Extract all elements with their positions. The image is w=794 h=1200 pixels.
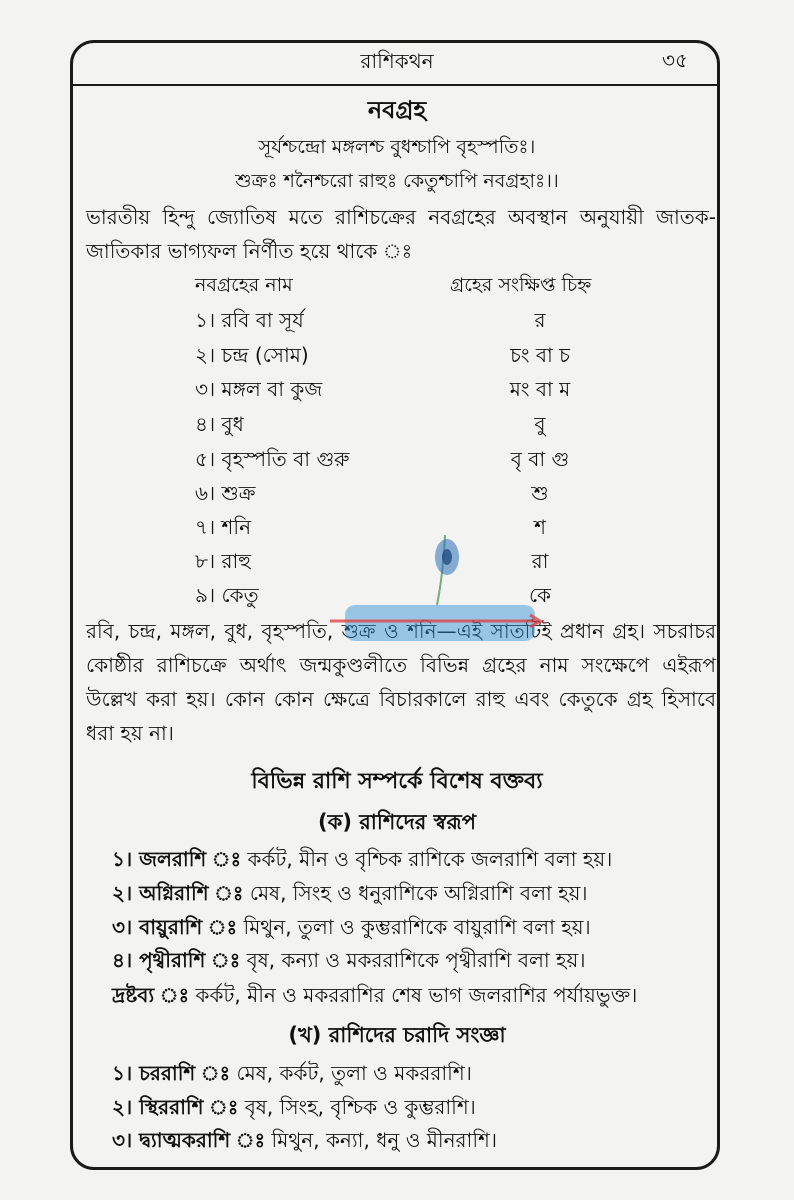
planet-name: ৪। বুধ: [195, 412, 244, 436]
planet-symbol: রা: [531, 549, 549, 573]
running-header: রাশিকথন: [360, 49, 434, 73]
item-text: মেষ, কর্কট, তুলা ও মকররাশি।: [230, 1061, 472, 1085]
item-text: মেষ, সিংহ ও ধনুরাশিকে অগ্নিরাশি বলা হয়।: [243, 881, 588, 905]
item-label: ২। স্থিররাশি ঃ: [112, 1095, 239, 1119]
note-line: [112, 981, 637, 1014]
header-divider: [72, 84, 718, 86]
column-header-symbol: গ্রহের সংক্ষিপ্ত চিহ্ন: [450, 274, 592, 296]
planet-symbol: মং বা ম: [509, 377, 571, 401]
verse-line-2: শুক্রঃ শনৈশ্চরো রাহুঃ কেতুশ্চাপি নবগ্রহাঃ।।: [235, 170, 559, 192]
list-item: [112, 1126, 497, 1159]
item-label: ১। জলরাশি ঃ: [112, 847, 242, 871]
peacock-feather-core: [442, 549, 452, 565]
item-text: মিথুন, কন্যা, ধনু ও মীনরাশি।: [265, 1128, 498, 1152]
intro-paragraph: ভারতীয় হিন্দু জ্যোতিষ মতে রাশিচক্রের নবগ্রহের অবস্থান অনুযায়ী জাতক-জাতিকার ভাগ্যফল নির্ণীত হয়ে থাকে ঃ: [86, 205, 716, 263]
section-title-rashi: বিভিন্ন রাশি সম্পর্কে বিশেষ বক্তব্য: [251, 769, 543, 794]
planet-name: ৮। রাহু: [195, 549, 252, 573]
planet-symbol: চং বা চ: [510, 343, 570, 367]
watermark-block-blue: [345, 605, 535, 641]
list-item: [112, 913, 591, 946]
planet-name: ৯। কেতু: [195, 583, 259, 607]
planet-symbol: র: [534, 308, 546, 332]
subsection-title-a: (ক) রাশিদের স্বরূপ: [318, 810, 476, 834]
list-item: [112, 879, 588, 912]
planet-name: ২। চন্দ্র (সোম): [195, 343, 309, 367]
list-item: [112, 845, 612, 878]
item-label: ২। অগ্নিরাশি ঃ: [112, 881, 244, 905]
summary-paragraph: রবি, চন্দ্র, মঙ্গল, বুধ, বৃহস্পতি, শুক্র ও শনি—এই সাতটিই প্রধান গ্রহ। সচরাচর কোষ্ঠীর রাশিচক্রে অর্থাৎ জন্মকুণ্ডলীতে বিভিন্ন গ্রহের নাম সংক্ষেপে এইরূপ উল্লেখ করা হয়। কোন কোন ক্ষেত্রে বিচারকালে রাহু এবং কেতুকে গ্রহ হিসাবে ধরা হয় না।: [86, 619, 716, 745]
item-label: ৩। দ্ব্যাত্মকরাশি ঃ: [112, 1128, 266, 1152]
planet-name: ৬। শুক্র: [195, 481, 256, 505]
item-label: ৩। বায়ুরাশি ঃ: [112, 915, 238, 939]
planet-name: ৫। বৃহস্পতি বা গুরু: [195, 447, 350, 471]
list-item: [112, 1093, 476, 1126]
planet-name: ৭। শনি: [195, 515, 252, 539]
list-item: [112, 1059, 472, 1092]
verse-line-1: সূর্যশ্চন্দ্রো মঙ্গলশ্চ বুধশ্চাপি বৃহস্পতিঃ।: [258, 136, 536, 158]
planet-name: ৩। মঙ্গল বা কুজ: [195, 377, 323, 401]
note-text: কর্কট, মীন ও মকররাশির শেষ ভাগ জলরাশির পর্যায়ভুক্ত।: [189, 983, 638, 1007]
subsection-title-b: (খ) রাশিদের চরাদি সংজ্ঞা: [288, 1023, 506, 1047]
item-label: ১। চররাশি ঃ: [112, 1061, 231, 1085]
planet-symbol: শ: [534, 515, 546, 539]
planet-name: ১। রবি বা সূর্য: [195, 308, 304, 332]
section-title-navagraha: নবগ্রহ: [367, 96, 427, 124]
column-header-name: নবগ্রহের নাম: [195, 274, 293, 296]
item-label: ৪। পৃথ্বীরাশি ঃ: [112, 948, 241, 972]
item-text: বৃষ, সিংহ, বৃশ্চিক ও কুম্ভরাশি।: [238, 1095, 476, 1119]
item-text: কর্কট, মীন ও বৃশ্চিক রাশিকে জলরাশি বলা হয়।: [241, 847, 613, 871]
list-item: [112, 946, 586, 979]
planet-symbol: কে: [528, 583, 552, 607]
item-text: বৃষ, কন্যা ও মকররাশিকে পৃথ্বীরাশি বলা হয়।: [240, 948, 586, 972]
watermark-logo: [325, 535, 545, 645]
planet-symbol: বৃ বা গু: [510, 447, 570, 471]
item-text: মিথুন, তুলা ও কুম্ভরাশিকে বায়ুরাশি বলা হয়।: [237, 915, 591, 939]
note-label: দ্রষ্টব্য ঃ: [112, 983, 190, 1007]
planet-symbol: বু: [534, 412, 546, 436]
page-number: ৩৫: [662, 48, 688, 72]
planet-symbol: শু: [531, 481, 549, 505]
